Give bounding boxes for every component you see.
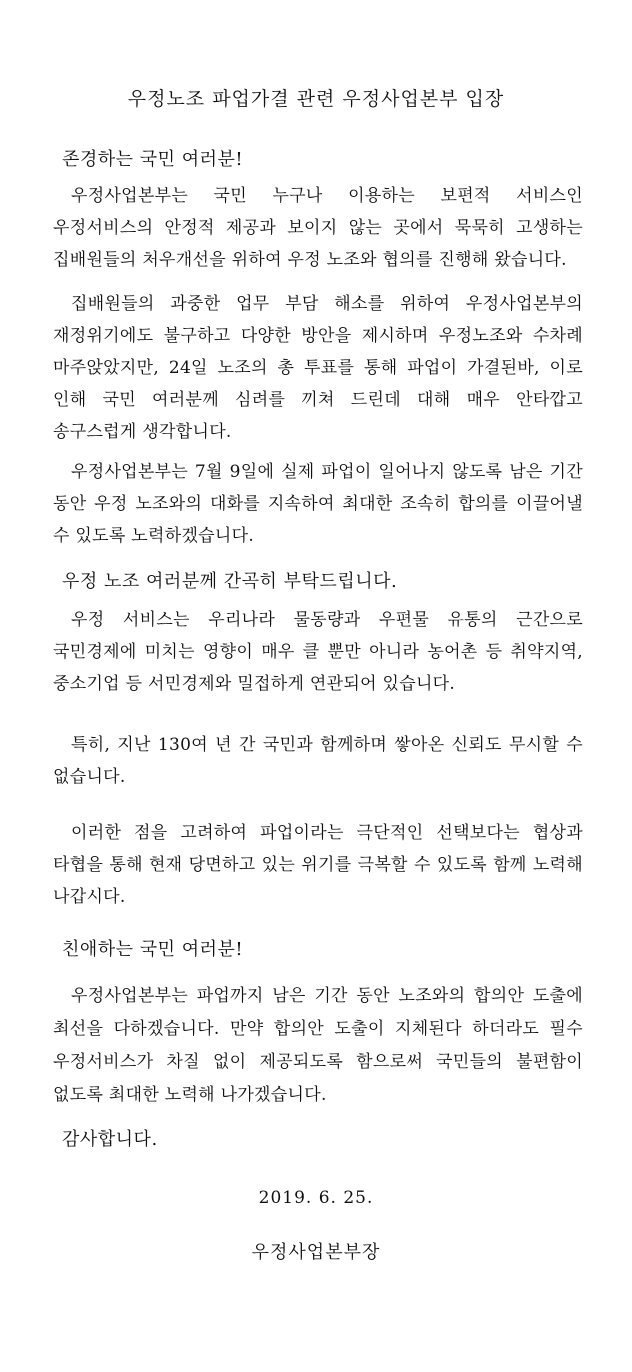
paragraph-trust: 특히, 지난 130여 년 간 국민과 함께하며 쌓아온 신뢰도 무시할 수 없습니다. (53, 735, 583, 787)
signature: 우정사업본부장 (251, 1242, 381, 1263)
paragraph-cooperation: 이러한 점을 고려하여 파업이라는 극단적인 선택보다는 협상과 타협을 통해 현재 당면하고 있는 위기를 극복할 수 있도록 함께 노력해 나갑시다. (53, 823, 583, 907)
paragraph-postal-importance: 우정 서비스는 우리나라 물동량과 우편물 유통의 근간으로 국민경제에 미치는 영향이 매우 클 뿐만 아니라 농어촌 등 취약지역, 중소기업 등 서민경제와 밀접하게 연관되어 있습니다. (53, 610, 583, 694)
greeting: 존경하는 국민 여러분! (62, 149, 244, 170)
appeal-to-union: 우정 노조 여러분께 간곡히 부탁드립니다. (62, 571, 398, 592)
document-date: 2019. 6. 25. (258, 1188, 374, 1208)
paragraph-service-intro: 우정사업본부는 국민 누구나 이용하는 보편적 서비스인 우정서비스의 안정적 제공과 보이지 않는 곳에서 묵묵히 고생하는 집배원들의 처우개선을 위하여 우정 노조와 협의를 진행해 왔습니다. (53, 186, 583, 270)
paragraph-strike-vote: 집배원들의 과중한 업무 부담 해소를 위하여 우정사업본부의 재정위기에도 불구하고 다양한 방안을 제시하며 우정노조와 수차례 마주앉았지만, 24일 노조의 총 투표를 통해 파업이 가결된바, 이로 인해 국민 여러분께 심려를 끼쳐 드린데 대해 매우 안타깝고 송구스럽게 생각합니다. (53, 294, 583, 442)
paragraph-final-commitment: 우정사업본부는 파업까지 남은 기간 동안 노조와의 합의안 도출에 최선을 다하겠습니다. 만약 합의안 도출이 지체된다 하더라도 필수 우정서비스가 차질 없이 제공되도록 함으로써 국민들의 불편함이 없도록 최대한 노력해 나가겠습니다. (53, 986, 583, 1105)
document-title: 우정노조 파업가결 관련 우정사업본부 입장 (127, 88, 505, 110)
paragraph-negotiation-effort: 우정사업본부는 7월 9일에 실제 파업이 일어나지 않도록 남은 기간 동안 우정 노조와의 대화를 지속하여 최대한 조속히 합의를 이끌어낼 수 있도록 노력하겠습니다. (53, 462, 583, 546)
second-greeting: 친애하는 국민 여러분! (62, 939, 244, 960)
closing-thanks: 감사합니다. (62, 1129, 158, 1150)
